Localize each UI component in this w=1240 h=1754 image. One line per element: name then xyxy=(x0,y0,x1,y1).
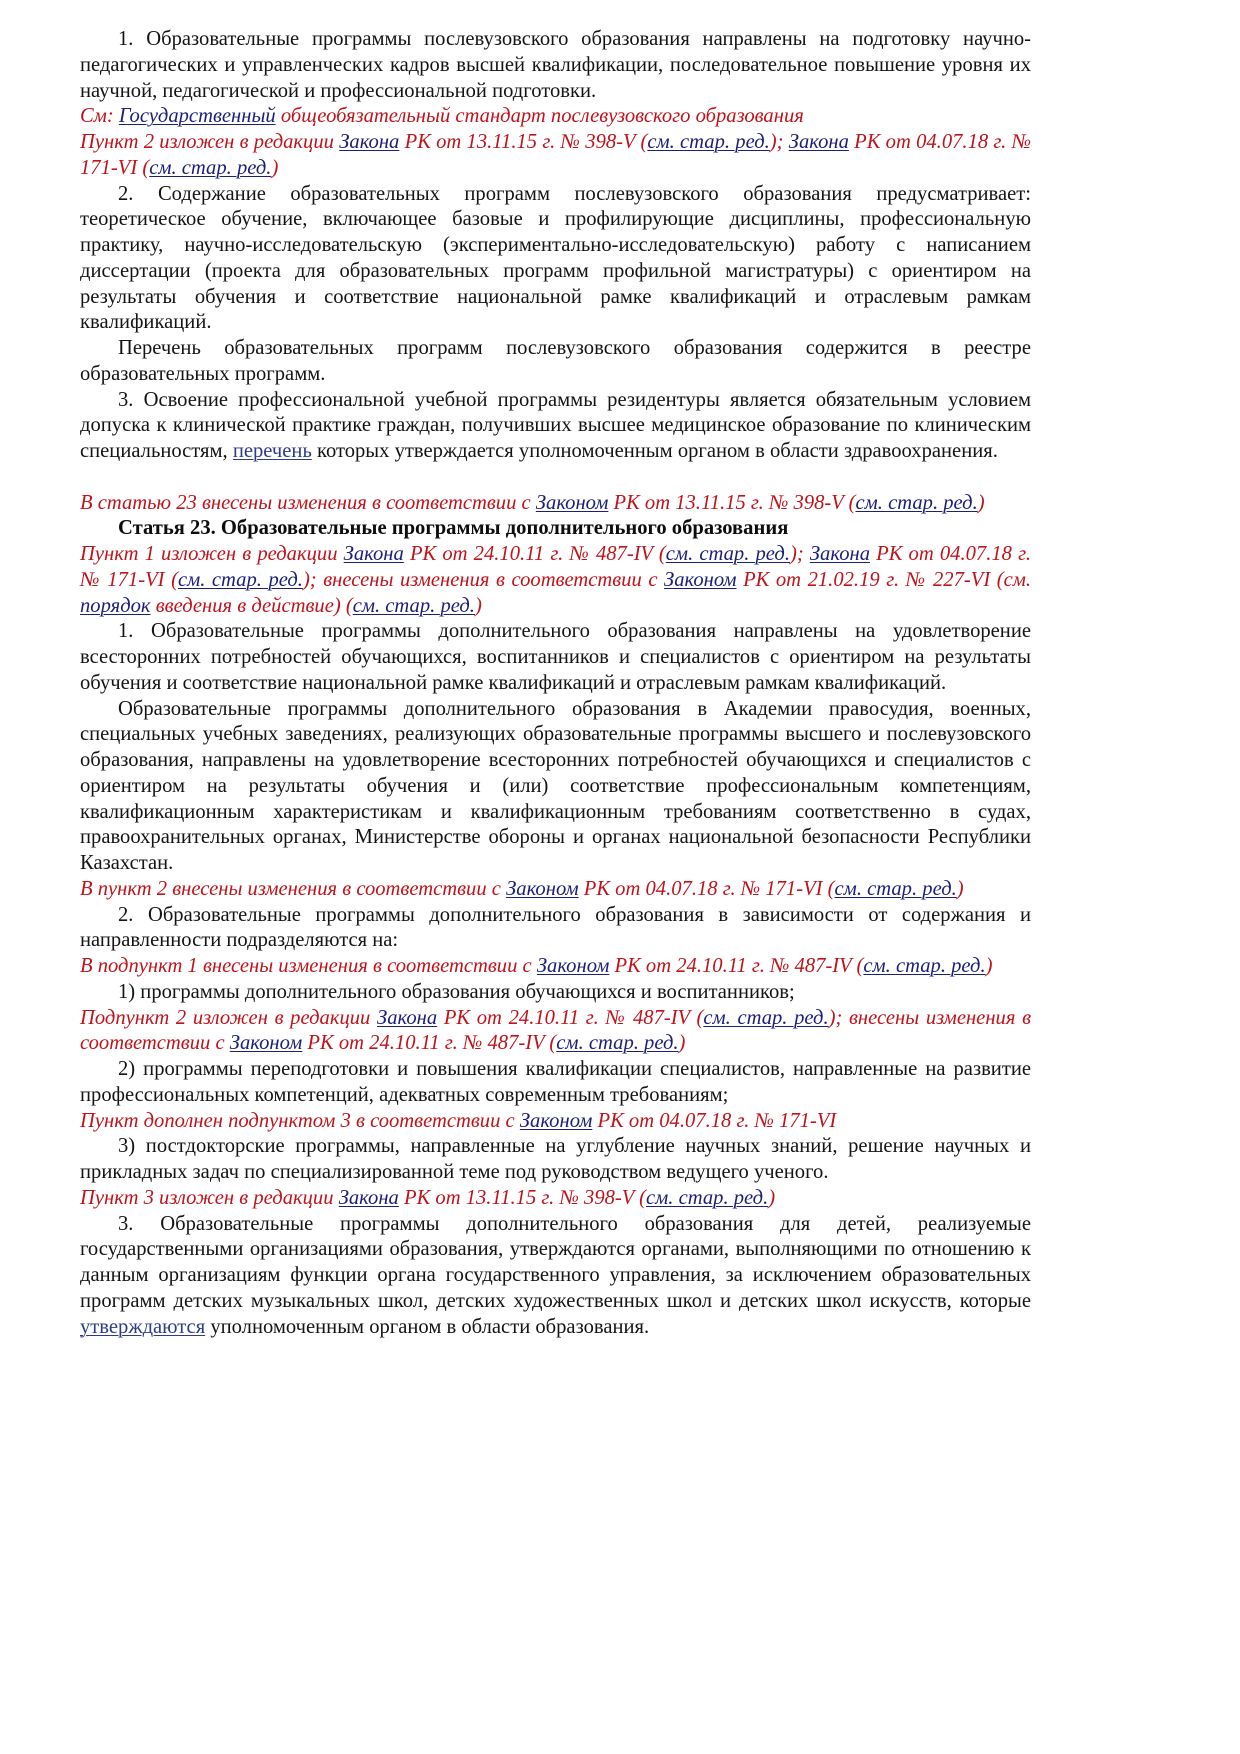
note-text: РК от 24.10.11 г. № 487-IV ( xyxy=(437,1006,704,1029)
note-text: РК от 13.11.15 г. № 398-V ( xyxy=(398,1186,646,1209)
paragraph-subitem-1: 1) программы дополнительного образования обучающихся и воспитанников; xyxy=(118,980,795,1003)
note-text: ); xyxy=(790,543,810,565)
note-text: общеобязательный стандарт послевузовского образования xyxy=(275,105,804,128)
link-specialties-list[interactable]: перечень xyxy=(232,440,312,462)
note-text: В пункт 2 внесены изменения в соответствии с xyxy=(80,877,507,900)
note-item2-changes xyxy=(80,877,1031,903)
link-old-edition[interactable]: см. стар. ред. xyxy=(665,543,790,565)
paragraph-residency-3 xyxy=(80,388,1031,465)
link-law[interactable]: Законом xyxy=(664,568,737,591)
paragraph-academy-justice: Образовательные программы дополнительного образования в Академии правосудия, военных, специальных учебных заведениях, реализующих образовательные программы высшего и послевузовского образования, направлены на удовлетворение всесторонних потребностей обучающихся и специалистов с ориентиром на результаты обучения и (или) соответствие профессиональным компетенциям, квалификационным характеристикам и квалификационным требованиям соответственно в судах, правоохранительных органах, Министерстве обороны и органах национальной безопасности Республики Казахстан. xyxy=(80,697,1031,874)
note-text: РК от 04.07.18 г. № 171-VI xyxy=(592,1109,837,1132)
link-law[interactable]: Законом xyxy=(519,1109,593,1132)
link-old-edition[interactable]: см. стар. ред. xyxy=(703,1006,829,1029)
note-text: РК от 24.10.11 г. № 487-IV ( xyxy=(609,955,864,977)
paragraph-text: которых утверждается уполномоченным органом в области здравоохранения. xyxy=(311,440,998,462)
note-text: ); xyxy=(769,131,789,153)
link-old-edition[interactable]: см. стар. ред. xyxy=(556,1032,679,1055)
paragraph-postgrad-content-2: 2. Содержание образовательных программ послевузовского образования предусматривает: теоретическое обучение, включающее базовые и профилирующие дисциплины, профессиональную практику, научно-исследовательскую (экспериментально-исследовательскую) работу с написанием диссертации (проекта для образовательных программ профильной магистратуры) с ориентиром на результаты обучения и соответствие национальной рамке квалификаций и отраслевым рамкам квалификаций. xyxy=(80,182,1031,334)
paragraph-additional-ed-1: 1. Образовательные программы дополнительного образования направлены на удовлетворение всесторонних потребностей обучающихся, воспитанников и специалистов с ориентиром на результаты обучения и соответствие национальной рамке квалификаций и отраслевым рамкам квалификаций. xyxy=(80,620,1031,694)
document-page xyxy=(80,27,1031,1340)
paragraph-subitem-2: 2) программы переподготовки и повышения квалификации специалистов, направленные на развитие профессиональных компетенций, адекватных современным требованиям; xyxy=(80,1058,1031,1106)
note-text: РК от 13.11.15 г. № 398-V ( xyxy=(608,491,856,514)
note-text: РК от 04.07.18 г. № 171-VI ( xyxy=(80,131,1031,179)
paragraph-postgrad-programs-1: 1. Образовательные программы послевузовского образования направлены на подготовку научно-педагогических и управленческих кадров высшей квалификации, последовательное повышение уровня их научной, педагогической и профессиональной подготовки. xyxy=(80,28,1031,102)
note-text: РК от 24.10.11 г. № 487-IV ( xyxy=(302,1032,557,1055)
link-law[interactable]: Закона xyxy=(809,543,871,565)
note-text: ); внесены изменения в соответствии с xyxy=(302,568,665,591)
note-text: ); внесены изменения в соответствии с xyxy=(80,1006,1032,1055)
link-old-edition[interactable]: см. стар. ред. xyxy=(149,156,272,179)
link-law[interactable]: Закона xyxy=(338,1186,399,1209)
link-law[interactable]: Закона xyxy=(377,1006,438,1029)
link-law[interactable]: Законом xyxy=(506,877,579,900)
note-text: ) xyxy=(271,156,279,179)
note-subitem2-amendment xyxy=(80,1006,1031,1058)
link-old-edition[interactable]: см. стар. ред. xyxy=(177,568,303,591)
note-article23-amendment xyxy=(80,491,1031,517)
link-law[interactable]: Закона xyxy=(339,131,400,153)
note-subitem1-changes xyxy=(80,954,1031,980)
note-text: ) xyxy=(678,1032,686,1055)
note-item3-amendment xyxy=(80,1186,1031,1212)
note-subitem3-added xyxy=(80,1109,1031,1135)
note-text: Пункт 1 изложен в редакции xyxy=(80,543,344,565)
paragraph-programs-registry: Перечень образовательных программ послевузовского образования содержится в реестре образовательных программ. xyxy=(80,337,1031,385)
note-text: РК от 24.10.11 г. № 487-IV ( xyxy=(403,543,666,565)
note-see-standard xyxy=(80,104,1031,130)
note-item2-amendment xyxy=(80,130,1031,182)
note-text: В подпункт 1 внесены изменения в соответствии с xyxy=(80,955,537,977)
note-text: введения в действие) ( xyxy=(150,594,353,617)
link-law[interactable]: Законом xyxy=(535,491,609,514)
note-text: ) xyxy=(977,491,985,514)
link-law[interactable]: Закона xyxy=(788,131,849,153)
note-text: РК от 04.07.18 г. № 171-VI ( xyxy=(578,877,835,900)
note-text: ) xyxy=(768,1186,776,1209)
article-23-heading: Статья 23. Образовательные программы дополнительного образования xyxy=(118,517,789,540)
link-old-edition[interactable]: см. стар. ред. xyxy=(646,1186,769,1209)
note-text: РК от 04.07.18 г. № 171-VI ( xyxy=(80,543,1031,591)
link-law[interactable]: Законом xyxy=(536,955,610,977)
link-law[interactable]: Закона xyxy=(343,543,404,565)
note-text: ) xyxy=(474,594,482,617)
spacer xyxy=(80,465,1031,491)
paragraph-text: уполномоченным органом в области образования. xyxy=(205,1315,650,1338)
link-state-standard[interactable]: Государственный xyxy=(118,105,276,128)
note-text: ) xyxy=(956,877,964,900)
paragraph-subitem-3: 3) постдокторские программы, направленные на углубление научных знаний, решение научных и прикладных задач по специализированной теме под руководством ведущего ученого. xyxy=(80,1135,1031,1183)
note-text: См: xyxy=(80,105,119,128)
link-old-edition[interactable]: см. стар. ред. xyxy=(352,594,475,617)
link-law[interactable]: Законом xyxy=(229,1032,303,1055)
note-text: ) xyxy=(985,955,993,977)
note-text: В статью 23 внесены изменения в соответствии с xyxy=(80,491,536,514)
link-enactment-order[interactable]: порядок xyxy=(80,594,151,617)
note-text: Подпункт 2 изложен в редакции xyxy=(80,1006,378,1029)
note-text: РК от 21.02.19 г. № 227-VI (см. xyxy=(736,568,1031,591)
paragraph-additional-ed-2: 2. Образовательные программы дополнительного образования в зависимости от содержания и направленности подразделяются на: xyxy=(80,903,1031,952)
link-old-edition[interactable]: см. стар. ред. xyxy=(863,955,986,977)
note-text: РК от 13.11.15 г. № 398-V ( xyxy=(399,131,648,153)
paragraph-text: 3. Освоение профессиональной учебной программы резидентуры является обязательным условием допуска к клинической практике граждан, получивших высшее медицинское образование по клиническим специальностям, xyxy=(80,388,1031,462)
note-item1-amendment xyxy=(80,542,1031,619)
note-text: Пункт дополнен подпунктом 3 в соответствии с xyxy=(80,1109,520,1132)
link-old-edition[interactable]: см. стар. ред. xyxy=(647,131,770,153)
note-text: Пункт 2 изложен в редакции xyxy=(80,131,340,153)
note-text: Пункт 3 изложен в редакции xyxy=(80,1186,339,1209)
paragraph-text: 3. Образовательные программы дополнительного образования для детей, реализуемые государственными организациями образования, утверждаются органами, выполняющими по отношению к данным организациям функции органа государственного управления, за исключением образовательных программ детских музыкальных школ, детских художественных школ и детских школ искусств, которые xyxy=(80,1212,1031,1312)
link-old-edition[interactable]: см. стар. ред. xyxy=(834,877,957,900)
link-approved[interactable]: утверждаются xyxy=(80,1315,206,1338)
paragraph-children-programs-3 xyxy=(80,1212,1031,1341)
link-old-edition[interactable]: см. стар. ред. xyxy=(855,491,978,514)
